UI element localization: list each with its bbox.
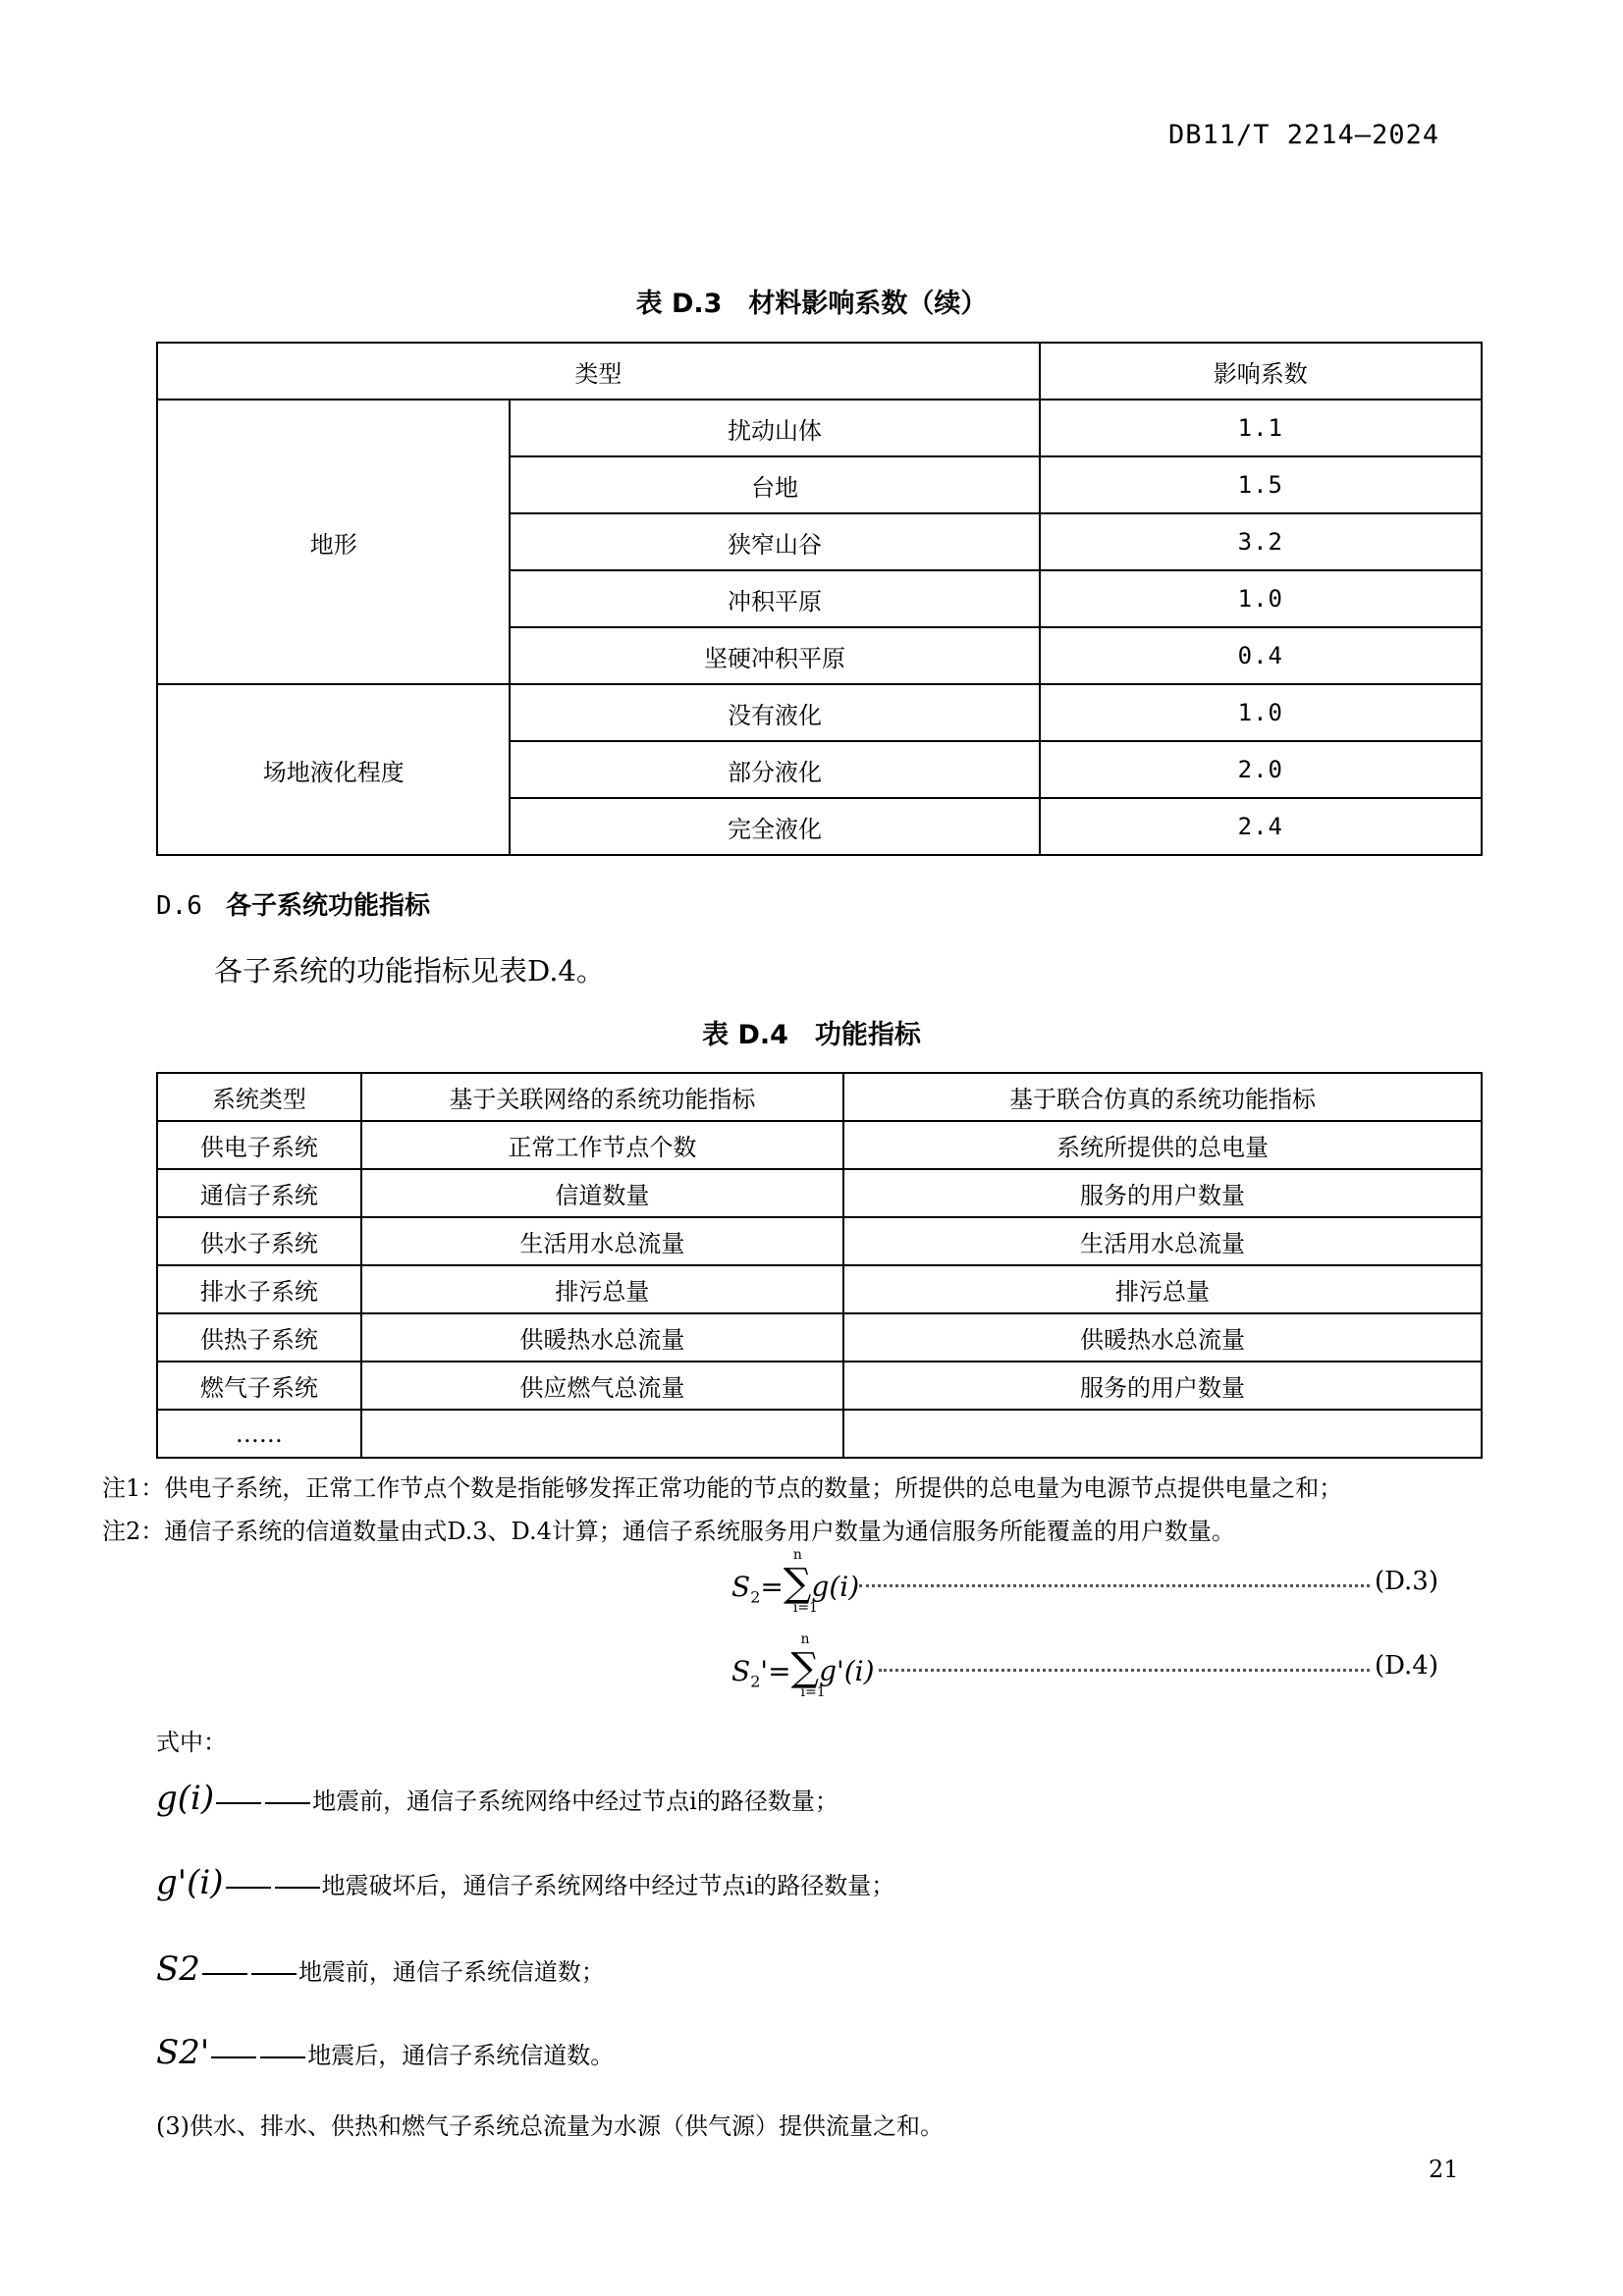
section-heading [156,885,430,922]
equation-label: (D.4) [1374,1651,1438,1681]
definition-symbol: S2' [156,2033,210,2072]
formula-d3 [731,1547,1438,1620]
table-row [157,1362,1482,1410]
table-cell: 供暖热水总流量 [843,1313,1482,1362]
header-cell: 系统类型 [157,1073,361,1121]
definition-symbol: g(i) [156,1779,215,1818]
coef-cell: 0.4 [1040,627,1482,684]
table-cell: …… [157,1410,361,1458]
table-header-row [157,343,1482,400]
definition-text: 地震前，通信子系统信道数； [298,1958,605,1986]
section-paragraph: 各子系统的功能指标见表D.4。 [214,954,605,988]
where-label: 式中： [156,1729,227,1756]
leader-dots [879,1669,1370,1672]
table-row [157,1410,1482,1458]
table-row [157,684,1482,741]
table-cell: 排污总量 [843,1265,1482,1313]
coef-cell: 3.2 [1040,513,1482,570]
section-number: D.6 [156,891,202,921]
table-row [157,1217,1482,1265]
formula-expression: $S_2'=\sum$ n i=1 g'(i) [731,1631,875,1700]
definition-s2 [156,1949,605,1989]
coef-cell: 2.0 [1040,741,1482,798]
subtype-cell: 部分液化 [510,741,1039,798]
sum-symbol: ∑ n i=1 [790,1631,826,1700]
sum-symbol: ∑ n i=1 [783,1547,818,1616]
table-row [157,1313,1482,1362]
table-cell: 燃气子系统 [157,1362,361,1410]
subtype-cell: 台地 [510,456,1039,513]
group-name: 地形 [157,400,510,684]
table-cell: 生活用水总流量 [361,1217,843,1265]
table-row [157,1265,1482,1313]
coef-cell: 1.1 [1040,400,1482,456]
note-2: 注2：通信子系统的信道数量由式D.3、D.4计算；通信子系统服务用户数量为通信服务所能覆盖的用户数量。 [102,1518,1235,1545]
table-row [157,1169,1482,1217]
subtype-cell: 狭窄山谷 [510,513,1039,570]
coef-cell: 2.4 [1040,798,1482,855]
definition-symbol: g'(i) [156,1863,224,1902]
table-cell: 排水子系统 [157,1265,361,1313]
table-cell: 供电子系统 [157,1121,361,1169]
formula-d4 [731,1631,1438,1704]
page-number: 21 [1429,2156,1459,2183]
table-d3-caption: 表 D.3 材料影响系数（续） [635,289,988,319]
definition-symbol: S2 [156,1949,200,1989]
definition-s2-prime [156,2033,614,2072]
section-title: 各子系统功能指标 [225,891,430,921]
table-cell [843,1410,1482,1458]
header-coef: 影响系数 [1040,343,1482,400]
document-id: DB11/T 2214—2024 [1168,120,1440,150]
table-cell: 供应燃气总流量 [361,1362,843,1410]
subtype-cell: 没有液化 [510,684,1039,741]
definition-text: 地震后，通信子系统信道数。 [307,2042,615,2069]
definition-text: 地震前，通信子系统网络中经过节点i的路径数量； [312,1788,839,1815]
table-cell: 正常工作节点个数 [361,1121,843,1169]
note-1: 注1：供电子系统，正常工作节点个数是指能够发挥正常功能的节点的数量；所提供的总电量为电源节点提供电量之和； [102,1474,1343,1502]
table-cell: 通信子系统 [157,1169,361,1217]
table-header-row [157,1073,1482,1121]
header-cell: 基于联合仿真的系统功能指标 [843,1073,1482,1121]
definition-g-i [156,1779,839,1818]
table-cell [361,1410,843,1458]
table-cell: 生活用水总流量 [843,1217,1482,1265]
table-d4 [156,1072,1483,1459]
table-cell: 信道数量 [361,1169,843,1217]
definition-text: 地震破坏后，通信子系统网络中经过节点i的路径数量； [321,1872,895,1899]
subtype-cell: 完全液化 [510,798,1039,855]
table-row [157,1121,1482,1169]
subtype-cell: 坚硬冲积平原 [510,627,1039,684]
footnote-3: (3)供水、排水、供热和燃气子系统总流量为水源（供气源）提供流量之和。 [156,2112,944,2140]
formula-expression: $S_2=\sum$ n i=1 g(i) [731,1547,860,1616]
header-type: 类型 [157,343,1040,400]
table-cell: 服务的用户数量 [843,1169,1482,1217]
coef-cell: 1.0 [1040,684,1482,741]
table-cell: 供水子系统 [157,1217,361,1265]
table-cell: 供暖热水总流量 [361,1313,843,1362]
subtype-cell: 冲积平原 [510,570,1039,627]
subtype-cell: 扰动山体 [510,400,1039,456]
table-cell: 服务的用户数量 [843,1362,1482,1410]
coef-cell: 1.0 [1040,570,1482,627]
table-d3 [156,342,1483,856]
definition-g-prime-i [156,1863,894,1902]
table-row [157,400,1482,456]
table-cell: 供热子系统 [157,1313,361,1362]
equation-label: (D.3) [1374,1567,1438,1596]
table-cell: 系统所提供的总电量 [843,1121,1482,1169]
table-d4-caption: 表 D.4 功能指标 [702,1020,921,1050]
leader-dots [859,1584,1370,1587]
header-cell: 基于关联网络的系统功能指标 [361,1073,843,1121]
table-cell: 排污总量 [361,1265,843,1313]
group-name: 场地液化程度 [157,684,510,855]
coef-cell: 1.5 [1040,456,1482,513]
